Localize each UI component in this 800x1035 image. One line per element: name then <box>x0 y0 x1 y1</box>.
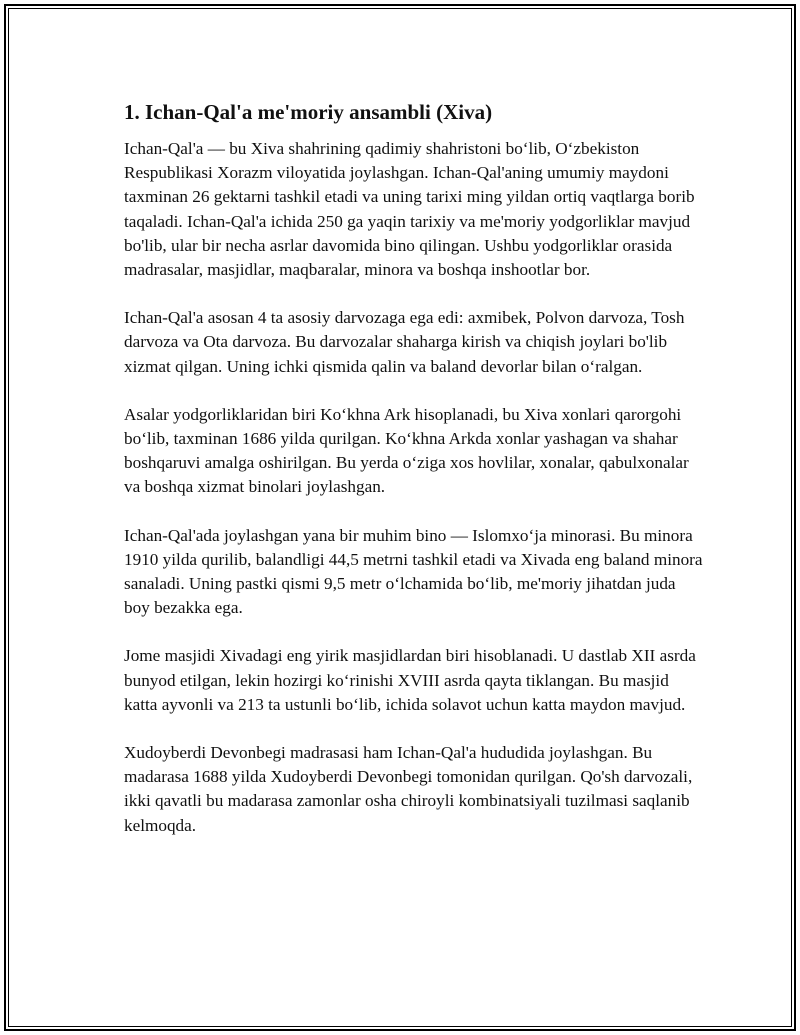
page-frame <box>4 4 796 1031</box>
paragraph-kokhna-ark: Asalar yodgorliklaridan biri Ko‘khna Ark hisoplanadi, bu Xiva xonlari qarorgohi bo‘lib, taxminan 1686 yilda qurilgan. Ko‘khna Arkda xonlar yashagan va shahar boshqaruvi amalga oshirilgan. Bu yerda o‘ziga xos hovlilar, xonalar, qabulxonalar va boshqa xizmat binolari joylashgan. <box>124 404 689 497</box>
document-title: 1. Ichan-Qal'a me'moriy ansambli (Xiva) <box>124 100 493 124</box>
paragraph-jome-mosque: Jome masjidi Xivadagi eng yirik masjidlardan biri hisoblanadi. U dastlab XII asrda bunyod etilgan, lekin hozirgi ko‘rinishi XVIII asrda qayta tiklangan. Bu masjid katta ayvonli va 213 ta ustunli bo‘lib, ichida solavot uchun katta maydon mavjud. <box>124 646 696 714</box>
paragraph-islomxoja-minaret: Ichan-Qal'ada joylashgan yana bir muhim bino — Islomxo‘ja minorasi. Bu minora 1910 yilda qurilib, balandligi 44,5 metrni tashkil etadi va Xivada eng baland minora sanaladi. Uning pastki qismi 9,5 metr o‘lchamida bo‘lib, me'moriy jihatdan juda boy bezakka ega. <box>124 525 703 618</box>
document-body <box>124 100 704 862</box>
paragraph-madrasa: Xudoyberdi Devonbegi madrasasi ham Ichan-Qal'a hududida joylashgan. Bu madarasa 1688 yilda Xudoyberdi Devonbegi tomonidan qurilgan. Qo'sh darvozali, ikki qavatli bu madarasa zamonlar osha chiroyli kombinatsiyali tuzilmasi saqlanib kelmoqda. <box>124 743 693 835</box>
paragraph-gates: Ichan-Qal'a asosan 4 ta asosiy darvozaga ega edi: axmibek, Polvon darvoza, Tosh darvoza va Ota darvoza. Bu darvozalar shaharga kirish va chiqish joylari bo'lib xizmat qilgan. Uning ichki qismida qalin va baland devorlar bilan o‘ralgan. <box>124 308 685 376</box>
paragraph-intro: Ichan-Qal'a — bu Xiva shahrining qadimiy shahristoni bo‘lib, O‘zbekiston Respublikasi Xorazm viloyatida joylashgan. Ichan-Qal'aning umumiy maydoni taxminan 26 gektarni tashkil etadi va uning tarixi ming yildan ortiq vaqtlarga borib taqaladi. Ichan-Qal'a ichida 250 ga yaqin tarixiy va me'moriy yodgorliklar mavjud bo'lib, ular bir necha asrlar davomida bino qilingan. Ushbu yodgorliklar orasida madrasalar, masjidlar, maqbaralar, minora va boshqa inshootlar bor. <box>124 139 695 280</box>
